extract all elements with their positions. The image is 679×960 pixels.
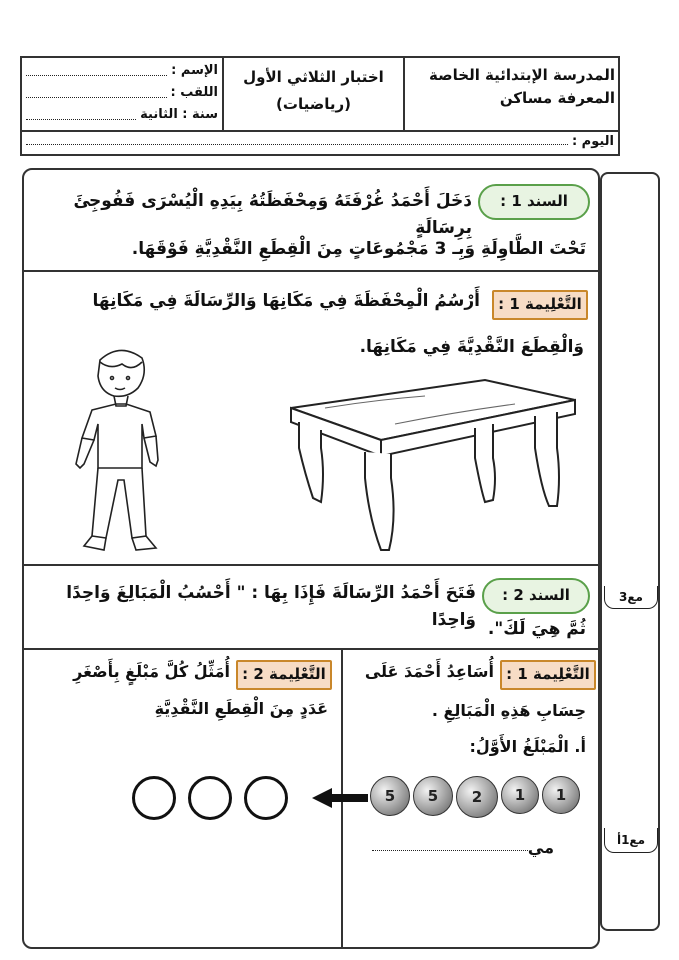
class-field[interactable] <box>26 104 136 120</box>
coin-1-a: 1 <box>501 776 539 814</box>
answer-circle-1[interactable] <box>132 776 176 820</box>
left-arrow-icon <box>310 786 370 810</box>
sanad-2-label: السند 2 : <box>482 578 590 614</box>
instruction-left-label: التَّعْلِيمة 2 : <box>236 660 332 690</box>
header-divider-1 <box>222 56 224 130</box>
class-label: سنة : الثانية <box>140 107 218 122</box>
name-label: الإسم : <box>171 63 218 78</box>
surname-label: اللقب : <box>170 85 218 100</box>
instruction-right-label: التَّعْلِيمة 1 : <box>500 660 596 690</box>
amount-label: أ. الْمَبْلَغُ الأَوَّلُ: <box>469 737 586 756</box>
section-1-line-1: دَخَلَ أَحْمَدُ غُرْفَتَهُ وَمِحْفَظَتُهُ بِيَدِهِ الْيُسْرَى فَفُوجِئَ بِرِسَالَةٍ <box>73 191 472 239</box>
sanad-1-label: السند 1 : <box>478 184 590 220</box>
exam-title-text: اختبار الثلاثي الأول <box>243 68 384 86</box>
instruction-left-line-1: أُمَثِّلُ كُلَّ مَبْلَغٍ بِأَصْغَرِ <box>73 662 230 681</box>
score-column <box>600 172 660 931</box>
answer-field[interactable] <box>372 838 528 851</box>
school-line-2: المعرفة مساكن <box>499 88 615 107</box>
coin-2: 2 <box>456 776 498 818</box>
header-divider-2 <box>403 56 405 130</box>
boy-illustration <box>70 340 170 560</box>
section-divider-2 <box>22 564 600 566</box>
coin-1-b: 1 <box>542 776 580 814</box>
coin-5-a: 5 <box>370 776 410 816</box>
instruction-left-line-2: عَدَدٍ مِنَ الْقِطَعِ النَّقْدِيَّةِ <box>154 699 328 718</box>
student-info <box>26 60 218 126</box>
table-illustration <box>285 378 580 558</box>
section-divider-1 <box>22 270 600 272</box>
score-badge-1: مع3 <box>604 586 658 609</box>
day-row <box>26 134 614 149</box>
day-field[interactable] <box>26 134 568 145</box>
instruction-1-label: التَّعْلِيمة 1 : <box>492 290 588 320</box>
school-name <box>410 64 615 109</box>
answer-circle-3[interactable] <box>244 776 288 820</box>
day-label: اليوم : <box>571 134 614 149</box>
exam-title <box>226 64 401 118</box>
instruction-right-line-2: حِسَابِ هَذِهِ الْمَبَالِغِ . <box>431 701 586 720</box>
coin-group <box>370 776 585 822</box>
surname-field[interactable] <box>26 82 167 98</box>
coin-5-b: 5 <box>413 776 453 816</box>
school-line-1: المدرسة الإبتدائية الخاصة <box>429 66 615 84</box>
answer-circle-2[interactable] <box>188 776 232 820</box>
answer-row <box>364 838 554 857</box>
section-2-line-2: ثُمَّ هِيَ لَكَ". <box>487 619 586 639</box>
surname-row <box>26 82 218 104</box>
name-row <box>26 60 218 82</box>
instruction-right-line-1: أُسَاعِدُ أَحْمَدَ عَلَى <box>364 662 494 681</box>
section-divider-3 <box>22 648 600 650</box>
subject-text: (رياضيات) <box>276 95 351 113</box>
section-1-text <box>40 188 472 242</box>
score-badge-2: مع1أ <box>604 828 658 853</box>
instruction-1-line-1: أَرْسُمُ الْمِحْفَظَةَ فِي مَكَانِهَا وَالرِّسَالَةَ فِي مَكَانِهَا <box>92 291 480 311</box>
class-row <box>26 104 218 126</box>
section-2-line-1: فَتَحَ أَحْمَدُ الرِّسَالَةَ فَإِذَا بِهَا : " أَحْسُبُ الْمَبَالِغَ وَاحِدًا وَاحِدًا <box>66 583 476 631</box>
section-1-line-2: تَحْتَ الطَّاوِلَةِ وَبِـ 3 مَجْمُوعَاتٍ مِنَ الْقِطَعِ النَّقْدِيَّةِ فَوْقَهَا. <box>131 239 586 259</box>
answer-suffix: مي <box>527 838 554 857</box>
header-divider-h <box>20 130 620 132</box>
instruction-1-line-2: وَالْقِطَعَ النَّقْدِيَّةَ فِي مَكَانِهَا. <box>359 337 584 357</box>
name-field[interactable] <box>26 60 167 76</box>
